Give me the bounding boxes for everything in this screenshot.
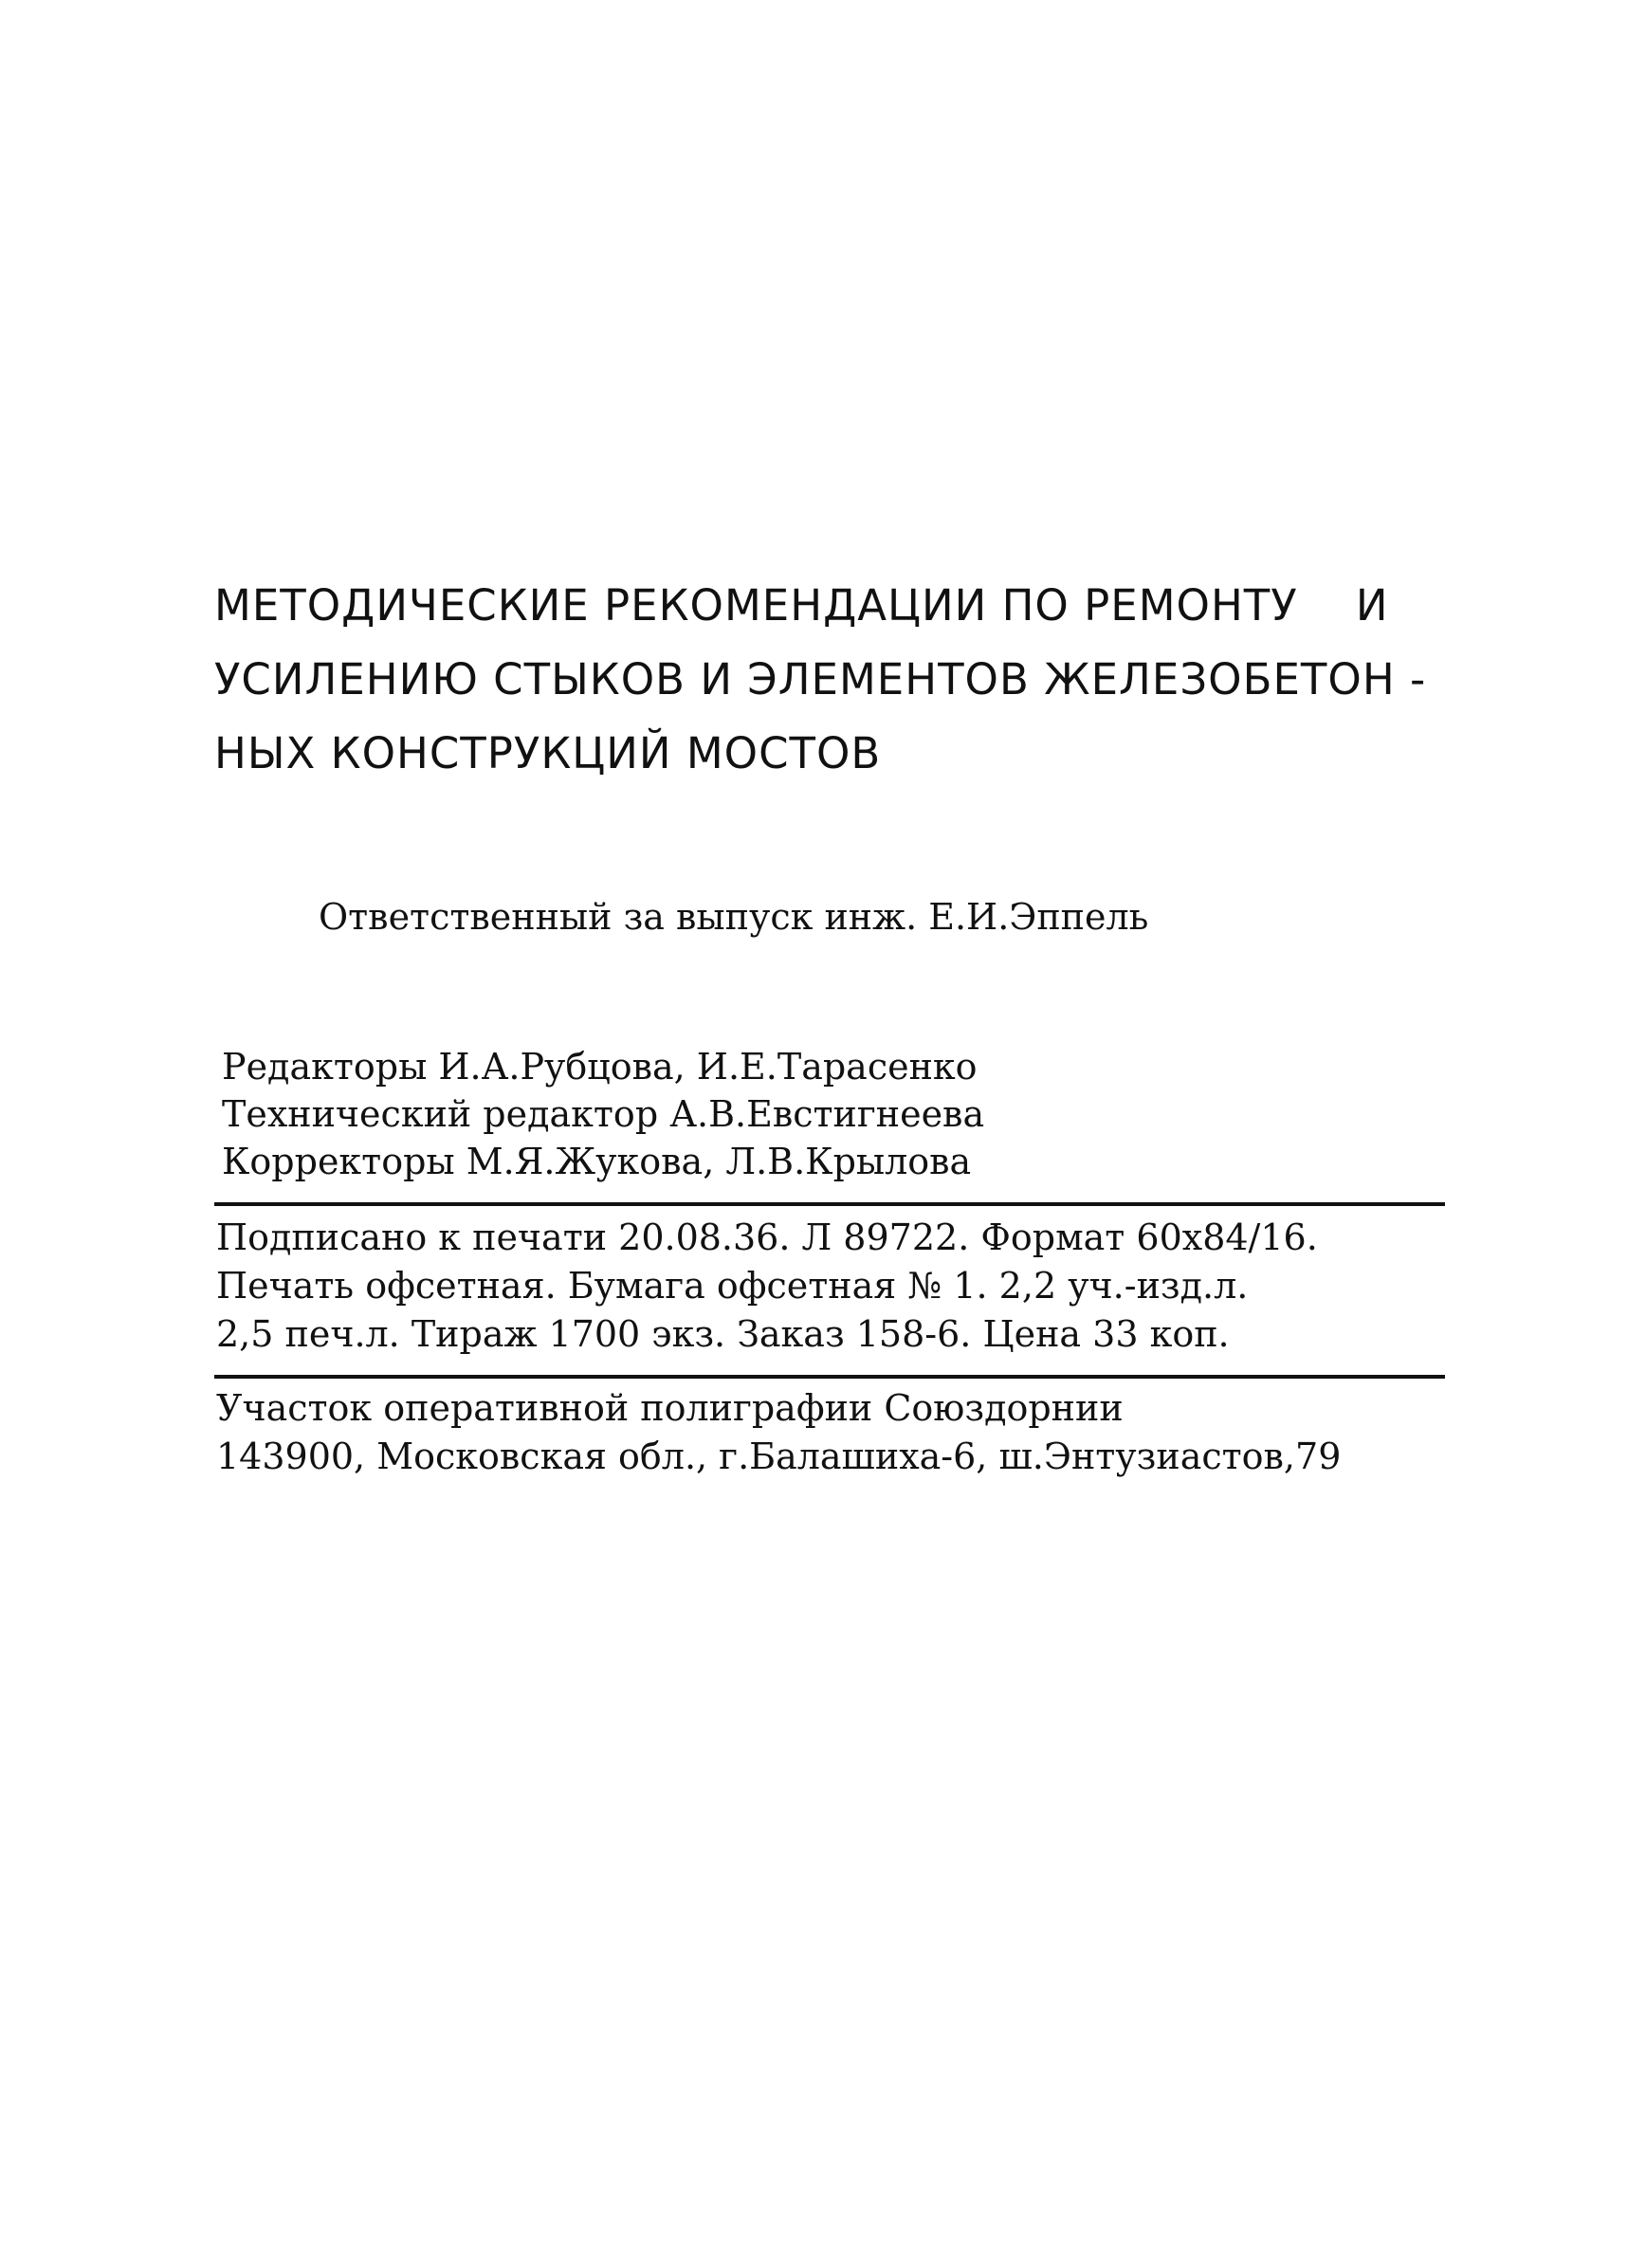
- printer-info: [216, 1384, 1341, 1481]
- print-details-line: 2,5 печ.л. Тираж 1700 экз. Заказ 158-6. Цена 33 коп.: [216, 1313, 1230, 1355]
- title-line: НЫХ КОНСТРУКЦИЙ МОСТОВ: [214, 728, 882, 778]
- print-details-line: Подписано к печати 20.08.36. Л 89722. Формат 60х84/16.: [216, 1216, 1318, 1258]
- title-line: УСИЛЕНИЮ СТЫКОВ И ЭЛЕМЕНТОВ ЖЕЛЕЗОБЕТОН -: [214, 654, 1427, 704]
- title-line: МЕТОДИЧЕСКИЕ РЕКОМЕНДАЦИИ ПО РЕМОНТУ И: [214, 580, 1389, 631]
- editors-line: Редакторы И.А.Рубцова, И.Е.Тарасенко: [222, 1046, 978, 1088]
- print-details-line: Печать офсетная. Бумага офсетная № 1. 2,2 уч.-изд.л.: [216, 1265, 1249, 1307]
- printer-name: Участок оперативной полиграфии Союздорнии: [216, 1387, 1124, 1429]
- editorial-staff: [222, 1043, 984, 1185]
- proofreaders-line: Корректоры М.Я.Жукова, Л.В.Крылова: [222, 1141, 972, 1182]
- responsible-for-release: Ответственный за выпуск инж. Е.И.Эппель: [319, 896, 1149, 938]
- divider: [214, 1375, 1445, 1379]
- printer-address: 143900, Московская обл., г.Балашиха-6, ш.Энтузиастов,79: [216, 1436, 1342, 1477]
- technical-editor-line: Технический редактор А.В.Евстигнеева: [222, 1093, 985, 1135]
- print-details: [216, 1214, 1318, 1359]
- document-title: [214, 569, 1447, 791]
- divider: [214, 1202, 1445, 1206]
